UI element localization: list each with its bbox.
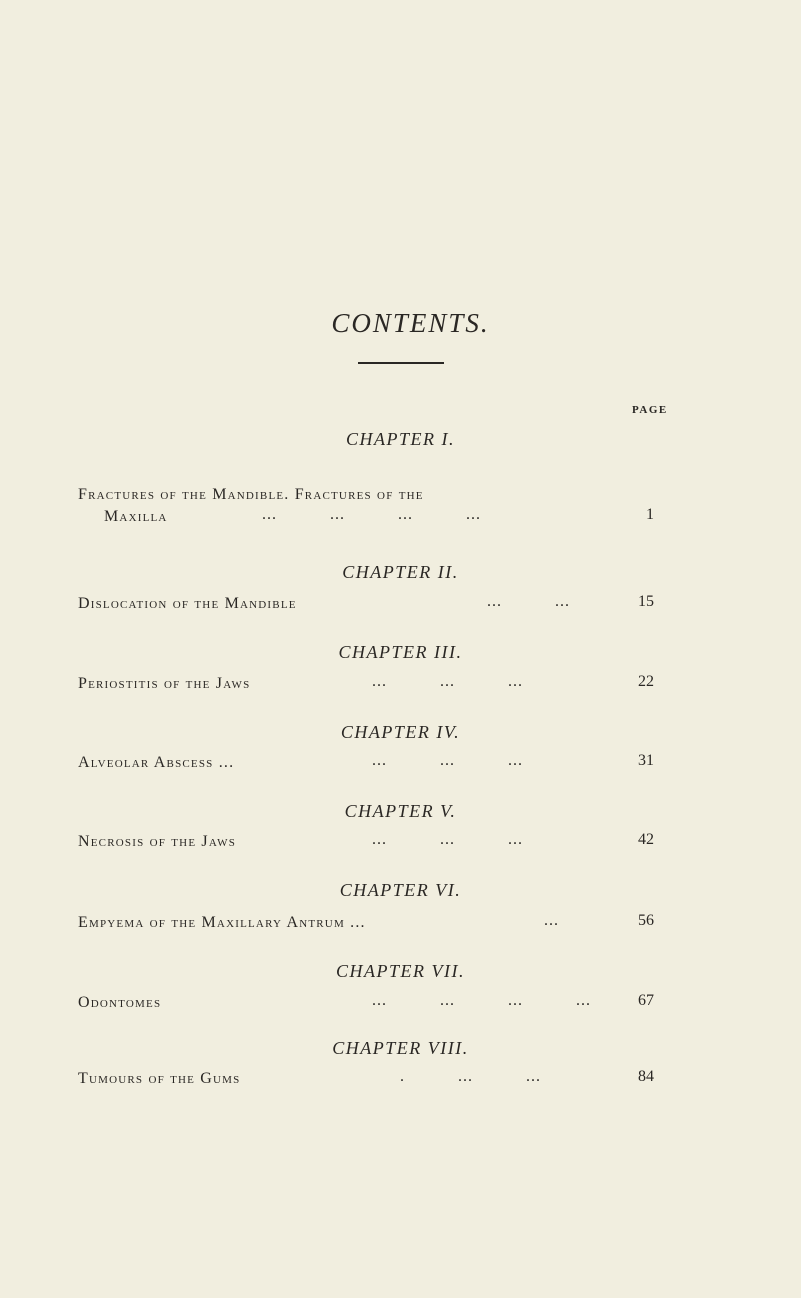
leader-dots: ... ... ... ...	[262, 506, 481, 523]
page-number: 22	[638, 673, 654, 690]
chapter-title-line: Fractures of the Mandible. Fractures of the	[78, 486, 424, 503]
chapter-heading: CHAPTER VIII.	[332, 1038, 469, 1058]
chapter-title-line: Maxilla	[104, 508, 168, 525]
chapter-heading: CHAPTER II.	[342, 562, 459, 582]
chapter-title: Alveolar Abscess ...	[78, 754, 235, 771]
chapter-title: Dislocation of the Mandible	[78, 595, 297, 612]
chapter-heading: CHAPTER V.	[344, 801, 457, 821]
chapter-title: Necrosis of the Jaws	[78, 833, 237, 850]
page-number: 15	[638, 593, 654, 610]
chapter-heading: CHAPTER IV.	[340, 722, 461, 742]
page-number: 56	[638, 912, 654, 929]
leader-dots: ...	[544, 912, 559, 929]
chapter-heading: CHAPTER III.	[338, 642, 463, 662]
leader-dots: ... ... ... ...	[372, 992, 591, 1009]
page-number: 84	[638, 1068, 654, 1085]
chapter-heading: CHAPTER I.	[346, 429, 455, 449]
leader-dots: ... ... ...	[372, 831, 523, 848]
chapter-heading: CHAPTER VII.	[336, 961, 465, 981]
chapter-title: Odontomes	[78, 994, 162, 1011]
leader-dots: ... ... ...	[372, 752, 523, 769]
page-title: CONTENTS.	[331, 308, 490, 338]
chapter-title: Tumours of the Gums	[78, 1070, 241, 1087]
page-number: 67	[638, 992, 654, 1009]
chapter-title: Periostitis of the Jaws	[78, 675, 251, 692]
page-column-label: PAGE	[632, 404, 668, 416]
page-number: 31	[638, 752, 654, 769]
title-rule	[358, 362, 444, 364]
page-number: 1	[646, 506, 654, 523]
leader-dots: ... ... ...	[372, 673, 523, 690]
leader-dots: . ... ...	[400, 1068, 541, 1085]
page-number: 42	[638, 831, 654, 848]
chapter-heading: CHAPTER VI.	[339, 880, 462, 900]
chapter-title: Empyema of the Maxillary Antrum ...	[78, 914, 366, 931]
leader-dots: ... ...	[487, 593, 570, 610]
